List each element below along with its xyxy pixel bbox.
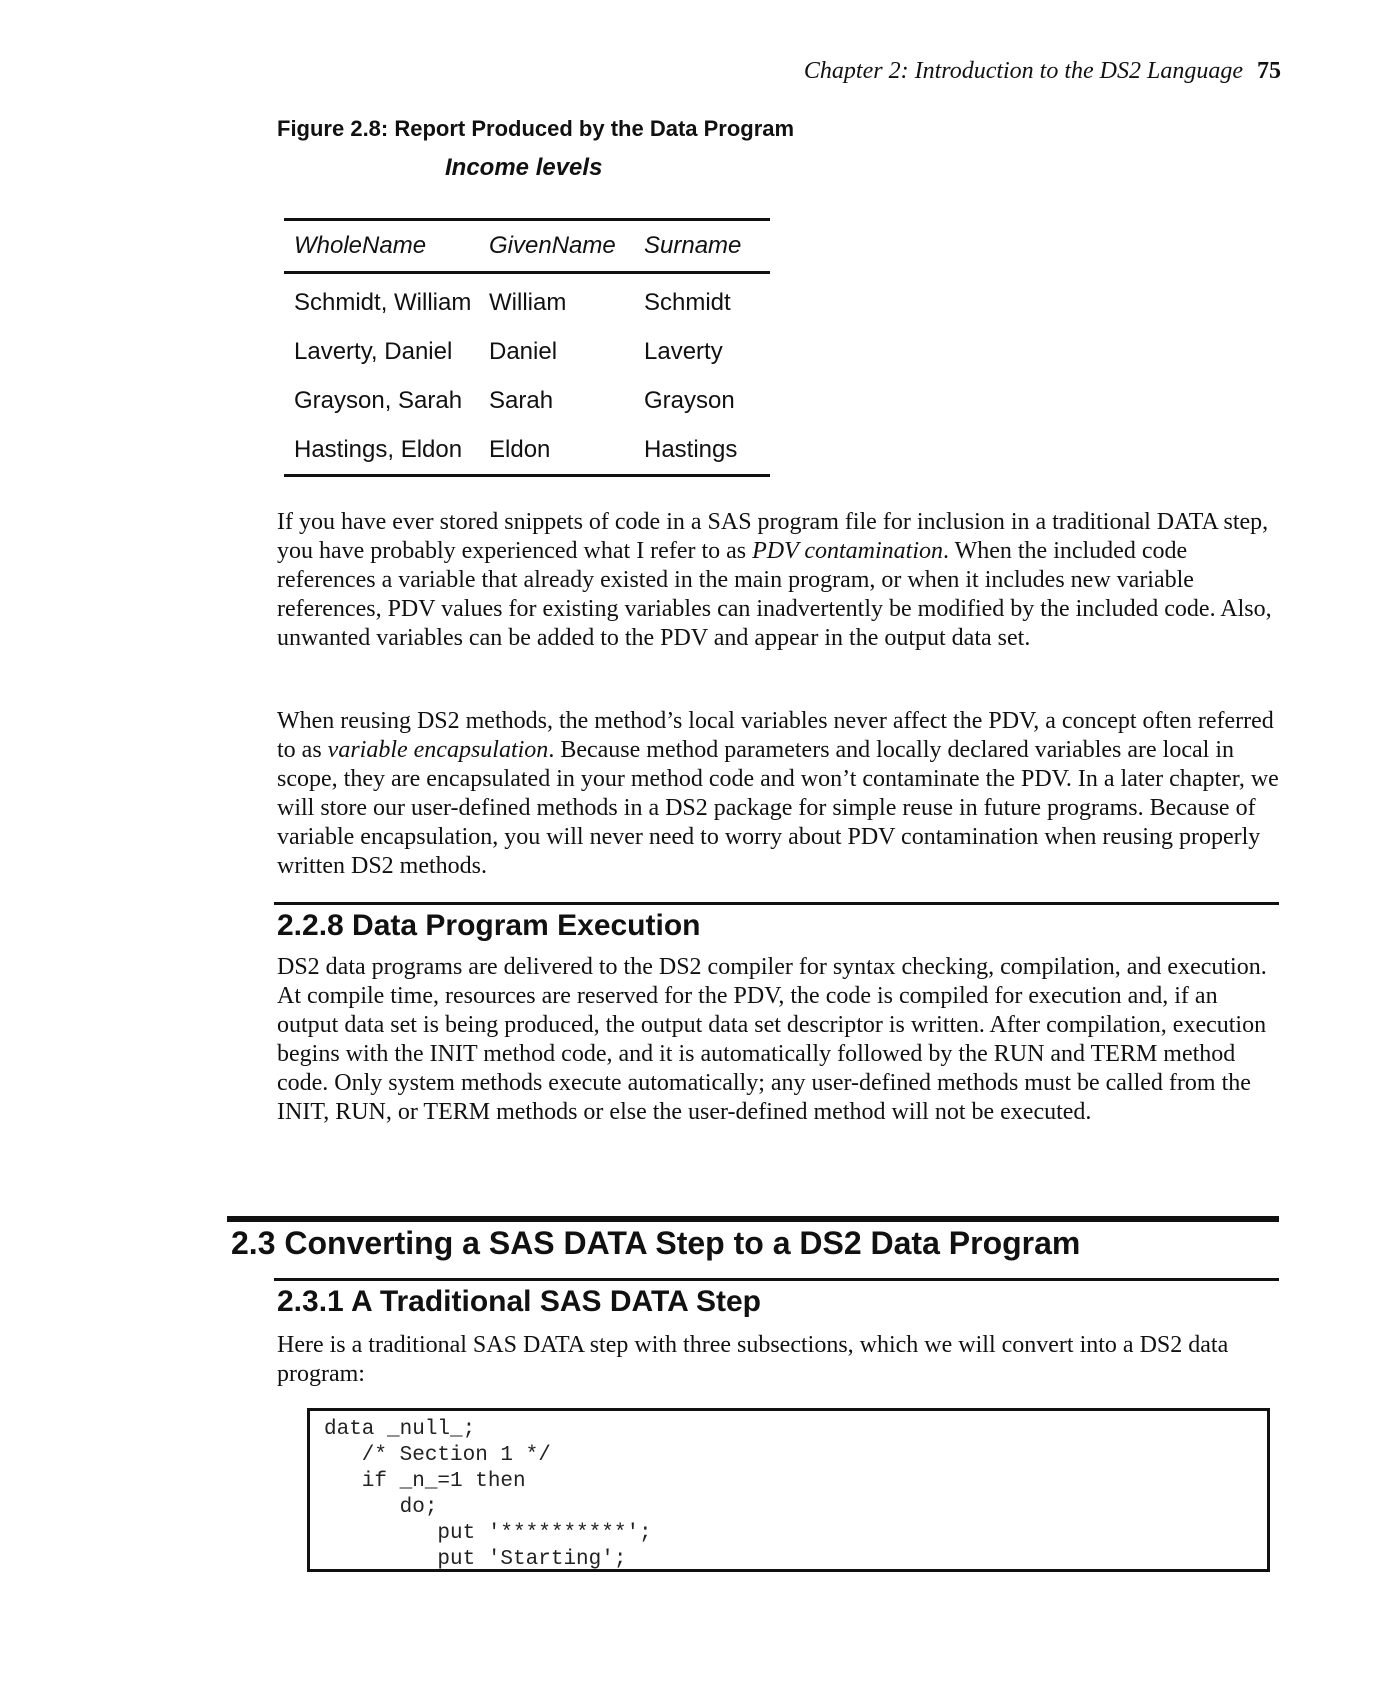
column-header: WholeName xyxy=(284,220,479,273)
code-line: /* Section 1 */ xyxy=(324,1444,551,1467)
column-header: GivenName xyxy=(479,220,634,273)
table-cell: Laverty, Daniel xyxy=(294,337,453,365)
paragraph-text: . When the included code references a variable that already existed in the main program, or when it includes new variable references, PDV values for existing variables can inadvertently be modified by the included code. Also, unwanted variables can be added to the PDV and appear in the output data set. xyxy=(277,538,1272,651)
table-cell: Hastings, Eldon xyxy=(284,425,479,476)
paragraph-variable-encapsulation xyxy=(277,707,1280,881)
code-line: put 'Starting'; xyxy=(324,1548,627,1571)
table-row xyxy=(284,273,770,328)
report-table xyxy=(284,218,770,477)
code-line: if _n_=1 then xyxy=(324,1470,526,1493)
section-heading-228: 2.2.8 Data Program Execution xyxy=(277,909,701,942)
table-cell: Daniel xyxy=(489,337,558,365)
section-rule xyxy=(274,902,1279,905)
table-cell: Grayson xyxy=(644,386,735,414)
paragraph-data-program-execution: DS2 data programs are delivered to the DS2 compiler for syntax checking, compilation, and execution. At compile time, resources are reserved for the PDV, the code is compiled for execution and, if an output data set is being produced, the output data set descriptor is written. After compilation, execution begins with the INIT method code, and it is automatically followed by the RUN and TERM method code. Only system methods execute automatically; any user-defined methods must be called from the INIT, RUN, or TERM methods or else the user-defined method will not be executed. xyxy=(277,954,1267,1125)
code-line: data _null_; xyxy=(324,1418,476,1441)
table-cell: Grayson, Sarah xyxy=(294,386,463,414)
code-line: put '**********'; xyxy=(324,1522,652,1545)
section-heading-231: 2.3.1 A Traditional SAS DATA Step xyxy=(277,1285,761,1318)
table-row xyxy=(284,376,770,425)
chapter-title: Chapter 2: Introduction to the DS2 Language xyxy=(803,58,1243,84)
emphasis-term: variable encapsulation xyxy=(327,737,549,763)
report-title: Income levels xyxy=(445,154,603,181)
code-block xyxy=(307,1408,1270,1572)
table-cell: Schmidt, William xyxy=(294,288,472,316)
table-cell: Sarah xyxy=(489,386,554,414)
table-cell: Schmidt xyxy=(644,288,731,316)
table-row xyxy=(284,327,770,376)
emphasis-term: PDV contamination xyxy=(752,538,943,564)
paragraph-traditional-data-step: Here is a traditional SAS DATA step with three subsections, which we will convert into a DS2 data program: xyxy=(277,1332,1229,1387)
table-cell: Hastings xyxy=(634,425,770,476)
table-cell: Eldon xyxy=(479,425,634,476)
paragraph-text: If you have ever stored snippets of code in a SAS program file for inclusion in a traditional DATA step, you have probably experienced what I refer to as xyxy=(277,509,1269,564)
section-rule xyxy=(274,1278,1279,1281)
table-cell: Laverty xyxy=(644,337,723,365)
paragraph-text: When reusing DS2 methods, the method’s local variables never affect the PDV, a concept often referred to as xyxy=(277,708,1274,763)
column-header: Surname xyxy=(634,220,770,273)
table-header-row xyxy=(284,220,770,273)
code-line: do; xyxy=(324,1496,438,1519)
running-header xyxy=(804,58,1281,85)
table-cell: William xyxy=(489,288,567,316)
chapter-section-rule xyxy=(227,1216,1279,1222)
paragraph-text: . Because method parameters and locally declared variables are local in scope, they are encapsulated in your method code and won’t contaminate the PDV. In a later chapter, we will store our user-defined methods in a DS2 package for simple reuse in future programs. Because of variable encapsulation, you will never need to worry about PDV contamination when reusing properly written DS2 methods. xyxy=(277,737,1279,879)
paragraph-pdv-contamination xyxy=(277,508,1280,653)
section-heading-23: 2.3 Converting a SAS DATA Step to a DS2 Data Program xyxy=(231,1225,1081,1261)
page-number: 75 xyxy=(1257,58,1281,84)
table-row xyxy=(284,425,770,476)
figure-caption: Figure 2.8: Report Produced by the Data Program xyxy=(277,116,795,141)
